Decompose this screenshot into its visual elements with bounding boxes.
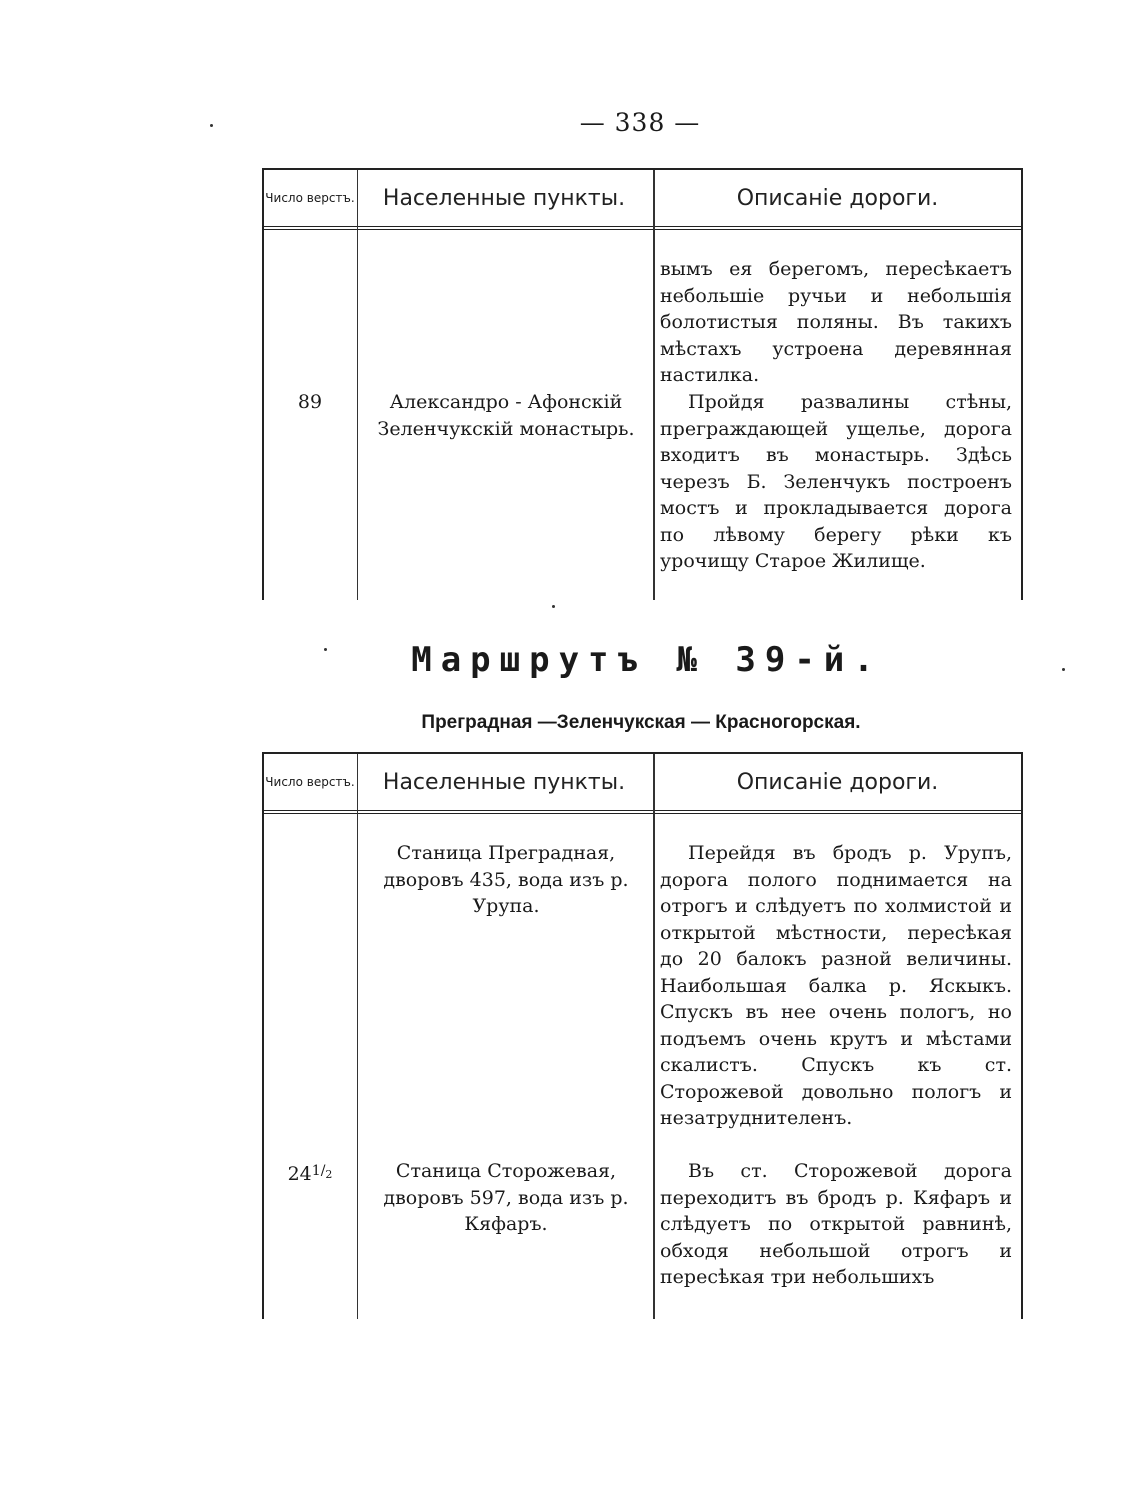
road-description-text: Въ ст. Сторожевой дорога переходитъ въ бродъ р. Кяфаръ и слѣдуетъ по открытой равнинѣ, обходя небольшой отрогъ и пересѣкая три небольшихъ [660, 1160, 1012, 1288]
header-verst: Число верстъ. [265, 190, 355, 205]
verst-whole: 24 [287, 1163, 312, 1185]
column-divider [653, 754, 655, 1319]
header-places: Населенные пункты. [382, 769, 626, 795]
table-header [264, 170, 1021, 230]
table-header [264, 754, 1021, 814]
scan-speck [324, 648, 327, 651]
verst-denominator: 2 [325, 1168, 333, 1181]
description-continuation [660, 256, 1012, 389]
route-table-39 [262, 752, 1023, 1319]
header-description: Описаніе дороги. [736, 185, 939, 211]
road-description [660, 1158, 1012, 1291]
page-number: — 338 — [579, 108, 701, 137]
verst-value: 89 [297, 391, 323, 413]
place-name: Станица Преградная, дворовъ 435, вода изъ р. Урупа. [383, 842, 629, 917]
road-description [660, 840, 1012, 1132]
column-divider [357, 754, 358, 1319]
road-description-text: Пройдя развалины стѣны, преграждающей ущелье, дорога входитъ въ монастырь. Здѣсь черезъ Б. Зеленчукъ построенъ мостъ и прокладывается дорога по лѣвому берегу рѣки къ урочищу Старое Жилище. [660, 391, 1012, 572]
road-description [660, 389, 1012, 575]
route-subtitle: Преградная —Зеленчукская — Красногорская. [421, 712, 861, 733]
header-places: Населенные пункты. [382, 185, 626, 211]
scan-speck [210, 124, 213, 127]
column-divider [653, 170, 655, 600]
place-name: Александро - Афонскій Зеленчукскій монастырь. [377, 391, 635, 440]
place-name: Станица Сторожевая, дворовъ 597, вода изъ р. Кяфаръ. [383, 1160, 629, 1235]
verst-fraction: 1/2 [311, 1163, 333, 1181]
description-continuation-text: вымъ ея берегомъ, пересѣкаетъ небольшіе ручьи и небольшія болотистыя поляны. Въ такихъ мѣстахъ устроена деревянная настилка. [660, 258, 1012, 386]
header-description: Описаніе дороги. [736, 769, 939, 795]
route-title: Маршрутъ № 39-й. [411, 640, 883, 680]
column-divider [357, 170, 358, 600]
route-table-38-continuation [262, 168, 1023, 600]
verst-numerator: 1 [311, 1163, 321, 1179]
scan-speck [1062, 668, 1065, 671]
road-description-text: Перейдя въ бродъ р. Урупъ, дорога полого поднимается на отрогъ и слѣдуетъ по холмистой и открытой мѣстности, пересѣкая до 20 балокъ разной величины. Наибольшая балка р. Яскыкъ. Спускъ въ нее очень пологъ, но подъемъ очень крутъ и мѣстами скалистъ. Спускъ къ ст. Сторожевой довольно пологъ и незатруднителенъ. [660, 842, 1012, 1129]
verst-value [264, 1158, 356, 1189]
scan-speck [552, 605, 555, 608]
header-verst: Число верстъ. [265, 774, 355, 789]
